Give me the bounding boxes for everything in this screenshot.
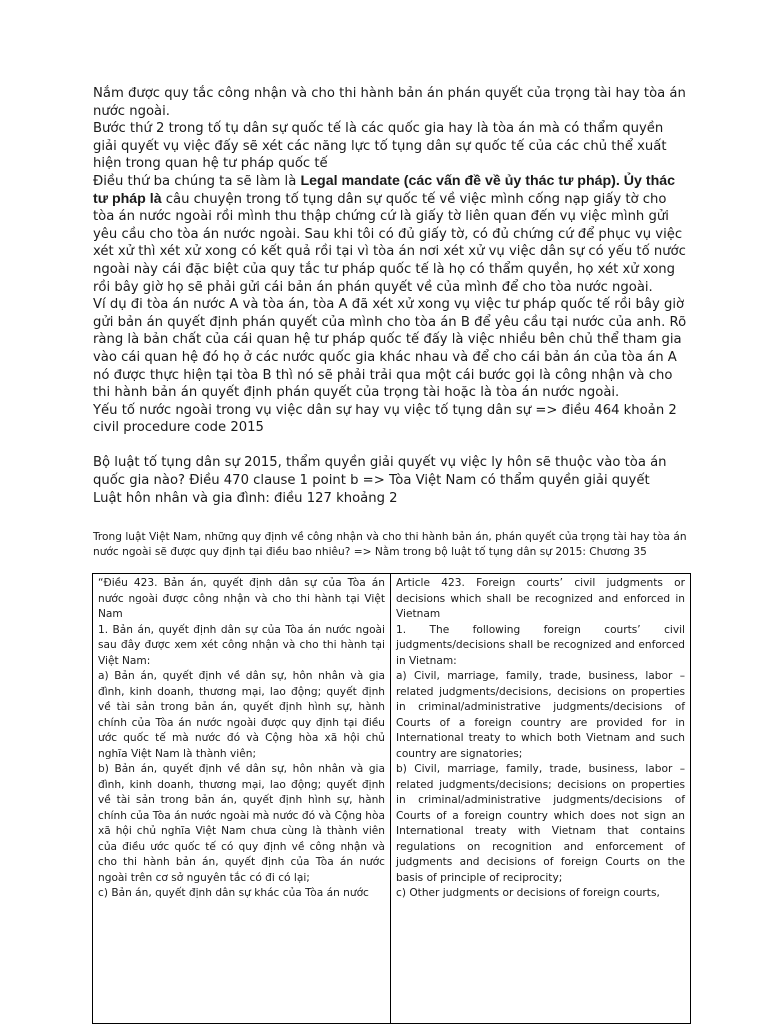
- intro-question: [93, 530, 688, 561]
- paragraph: Ví dụ đi tòa án nước A và tòa án, tòa A đã xét xử xong vụ việc tư pháp quốc tế rồi bây giờ gửi bản án quyết định phán quyết của mình cho tòa án B để yêu cầu tại nước của anh. Rõ ràng là bản chất của cái quan hệ tư pháp quốc tế đấy là việc nhiều bên chủ thể tham gia vào cái quan hệ đó họ ở các nước quốc gia khác nhau và để cho cái bản án của tòa án A nó được thực hiện tại tòa B thì nó sẽ phải trải qua một cái bước gọi là công nhận và cho thi hành bản án quyết định phán quyết của trọng tài hoặc là tòa án nước ngoài.: [93, 297, 687, 401]
- point-a-en: a) Civil, marriage, family, trade, business, labor – related judgments/decisions, decisions on properties in criminal/administrative judgments/decisions of Courts of a foreign country are provided for in International treaty to which both Vietnam and such country are signatories;: [396, 670, 685, 760]
- english-column: [391, 574, 691, 1024]
- vietnamese-column: [93, 574, 391, 1024]
- article-title-vi: “Điều 423. Bản án, quyết định dân sự của Tòa án nước ngoài được công nhận và cho thi hành tại Việt Nam: [98, 577, 385, 620]
- point-b-en: b) Civil, marriage, family, trade, business, labor – related judgments/decisions; decisions on properties in criminal/administrative judgments/decisions of Courts of a foreign country which does not sign an International treaty with Vietnam that contains regulations on recognition and enforcement of judgments and decisions of foreign Courts on the basis of principle of reciprocity;: [396, 763, 685, 884]
- paragraph-text: Điều thứ ba chúng ta sẽ làm là: [93, 173, 301, 189]
- clause-vi: 1. Bản án, quyết định dân sự của Tòa án nước ngoài sau đây được xem xét công nhận và cho thi hành tại Việt Nam:: [98, 623, 385, 667]
- paragraph: Yếu tố nước ngoài trong vụ việc dân sự hay vụ việc tố tụng dân sự => điều 464 khoản 2 civil procedure code 2015: [93, 402, 677, 436]
- point-c-vi: c) Bản án, quyết định dân sự khác của Tòa án nước: [98, 887, 369, 899]
- paragraph: Bộ luật tố tụng dân sự 2015, thẩm quyền giải quyết vụ việc ly hôn sẽ thuộc vào tòa án quốc gia nào? Điều 470 clause 1 point b => Tòa Việt Nam có thẩm quyền giải quyết: [93, 455, 667, 489]
- body-text: [93, 85, 688, 507]
- point-a-vi: a) Bản án, quyết định về dân sự, hôn nhân và gia đình, kinh doanh, thương mại, lao động; quyết định về tài sản trong bản án, quyết định hình sự, hành chính của Tòa án nước ngoài được quy định tại điều ước quốc tế mà nước đó và Cộng hòa xã hội chủ nghĩa Việt Nam là thành viên;: [98, 670, 385, 760]
- point-c-en: c) Other judgments or decisions of foreign courts,: [396, 887, 660, 899]
- clause-en: 1. The following foreign courts’ civil judgments/decisions shall be recognized and enforced in Vietnam:: [396, 623, 685, 667]
- bold-term: Legal mandate (các vấn đề về ủy thác tư pháp). Ủy thác tư pháp là: [93, 172, 676, 207]
- blank-line: [93, 437, 688, 455]
- article-title-en: Article 423. Foreign courts’ civil judgments or decisions which shall be recognized and enforced in Vietnam: [396, 577, 685, 620]
- point-b-vi: b) Bản án, quyết định về dân sự, hôn nhân và gia đình, kinh doanh, thương mại, lao động; quyết định về tài sản trong bản án, quyết định hình sự, hành chính của Tòa án nước ngoài mà nước đó và Cộng hòa xã hội chủ nghĩa Việt Nam chưa cùng là thành viên của điều ước quốc tế có quy định về công nhận và cho thi hành bản án, quyết định của Tòa án nước ngoài trên cơ sở nguyên tắc có đi có lại;: [98, 763, 385, 884]
- paragraph: Bước thứ 2 trong tố tụ dân sự quốc tế là các quốc gia hay là tòa án mà có thẩm quyền giải quyết vụ việc đấy sẽ xét các năng lực tố tụng dân sự quốc tế của các chủ thể xuất hiện trong quan hệ tư pháp quốc tế: [93, 121, 667, 172]
- table-row: [93, 574, 691, 1024]
- paragraph-legal-mandate: [93, 173, 688, 296]
- paragraph: Trong luật Việt Nam, những quy định về công nhận và cho thi hành bản án, phán quyết của trọng tài hay tòa án nước ngoài sẽ được quy định tại điều bao nhiêu? => Nằm trong bộ luật tố tụng dân sự 2015: Chương 35: [93, 531, 687, 559]
- paragraph: Luật hôn nhân và gia đình: điều 127 khoảng 2: [93, 490, 398, 506]
- paragraph-text: câu chuyện trong tố tụng dân sự quốc tế về việc mình cống nạp giấy tờ cho tòa án nước ngoài rồi mình thu thập chứng cứ là giấy tờ liên quan đến vụ việc mình gửi yêu cầu cho tòa án nước ngoài. Sau khi tôi có đủ giấy tờ, có đủ chứng cứ để phục vụ việc xét xử thì xét xử xong có kết quả rồi tại vì tòa án nơi xét xử vụ việc dân sự có yếu tố nước ngoài này cái đặc biệt của quy tắc tư pháp quốc tế là họ có thẩm quyền, họ xét xử xong rồi bây giờ họ sẽ phải gửi cái bản án phán quyết về của mình để cho tòa nước ngoài.: [93, 191, 686, 295]
- paragraph: Nắm được quy tắc công nhận và cho thi hành bản án phán quyết của trọng tài hay tòa án nước ngoài.: [93, 86, 686, 119]
- bilingual-law-table: [92, 573, 691, 1024]
